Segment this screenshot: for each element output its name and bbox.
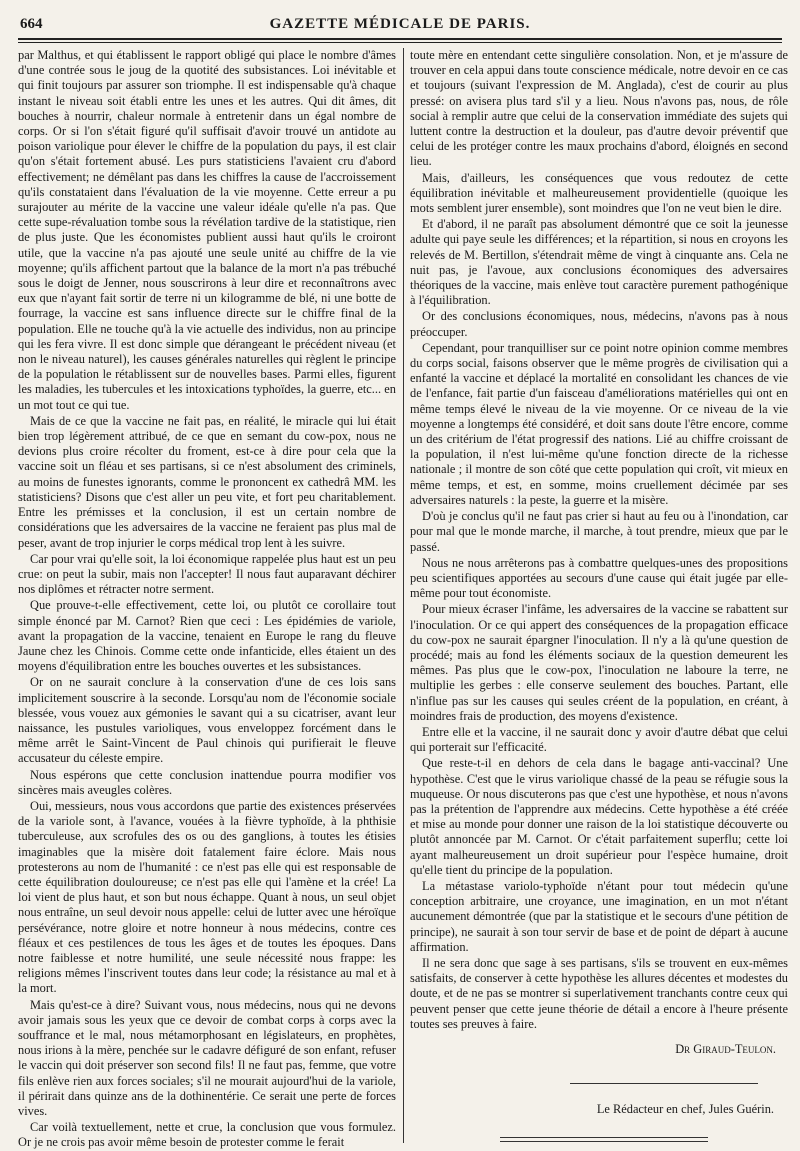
journal-title: GAZETTE MÉDICALE DE PARIS. — [269, 16, 531, 32]
paragraph: Mais qu'est-ce à dire? Suivant vous, nous médecins, nous qui ne devons avoir jamais sous les yeux que ce devoir de combat corps à corps avec la souffrance et le mal, nous métamorphosant en législateurs, en prophètes, nous irions à la mère, penchée sur le cadavre défiguré de son enfant, refuser le vaccin qui doit préserver son second fils! Il ne faut pas, femme, que votre fils enlève rien aux forces sociales; s'il ne mourait aujourd'hui de la variole, il périrait dans quinze ans de la dothinentérie. Ce serait une perte de forces vives. — [18, 997, 396, 1119]
paragraph: Il ne sera donc que sage à ses partisans, s'ils se trouvent en eux-mêmes satisfaits, de conserver à cette hypothèse les allures décentes et modestes du doute, et de ne pas se montrer si superlativement tranchants contre ceux qui peuvent penser que cette jeune théorie de détail a encore à l'heure présente toutes ses preuves à faire. — [410, 955, 788, 1031]
column-divider — [403, 48, 404, 1143]
paragraph: Cependant, pour tranquilliser sur ce point notre opinion comme membres du corps social, faisons observer que le même progrès de civilisation qui a enfanté la vaccine et déplacé la mortalité en consolidant les chances de vie de l'enfance, fait partie d'un faisceau d'améliorations matérielles qui ont en même temps élevé le niveau de la vie moyenne. Or ce niveau de la vie moyenne a longtemps été considéré, et doit sans doute l'être encore, comme un des critérium de l'état progressif des nations. Lié au chiffre croissant de la population, il n'est lui-même qu'une fonction directe de la richesse nationale ; il montre de son côté que cette population qui croît, vit mieux en même temps, et est, en somme, moins cruellement décimée par ses adversaires naturels : la peste, la guerre et la misère. — [410, 340, 788, 507]
signature-rule — [570, 1083, 758, 1084]
paragraph: Or des conclusions économiques, nous, médecins, n'avons pas à nous préoccuper. — [410, 309, 788, 339]
editor-line: Le Rédacteur en chef, Jules Guérin. — [596, 1102, 774, 1116]
end-rule — [500, 1137, 708, 1142]
paragraph: Pour mieux écraser l'infâme, les adversaires de la vaccine se rabattent sur l'inoculation. Or ce qui appert des conséquences de la propagation efficace du cow-pox ne saurait épargner l'inoculation. Il n'y a là qu'une question de procédé; mais au fond les éléments sociaux de la question demeurent les mêmes. Pas plus que le cow-pox, l'inoculation ne laboure la terre, ne multiplie les gerbes : elle conserve seulement des bouches. Partant, elle n'influe pas sur les causes qui seules créent de la population, en créant, à moindres frais de production, des moyens d'existence. — [410, 602, 788, 723]
paragraph: toute mère en entendant cette singulière consolation. Non, et je m'assure de trouver en cela appui dans toute conscience médicale, notre devoir en ce cas et toujours (suivant l'expression de M. Anglada), c'est de courir au plus pressé: on avisera plus tard s'il y a lieu. Nous n'avons pas, nous, de rôle social à remplir autre que celui de la conservation immédiate des sujets qui luttent contre la destruction et la douleur, pas d'autre devoir préventif que celui de les protéger contre les maux prochains d'abord, éloignés en second lieu. — [410, 48, 788, 169]
paragraph: Que reste-t-il en dehors de cela dans le bagage anti-vaccinal? Une hypothèse. C'est que le virus variolique chassé de la peau se réfugie sous la muqueuse. Or nous discuterons pas que c'est une hypothèse, et nous n'avons pas la prétention de l'apprendre aux médecins. Cette hypothèse a été créée et mise au monde pour donner une raison de la loi statistique découverte ou plutôt annoncée par M. Carnot. Or c'était parfaitement superflu; cette loi ayant malheureusement un droit supérieur pour l'espèce humaine, droit qu'elle tient du principe de la population. — [410, 756, 788, 877]
paragraph: Entre elle et la vaccine, il ne saurait donc y avoir d'autre débat que celui qui porterait sur l'efficacité. — [410, 724, 788, 755]
header-double-rule — [18, 42, 782, 43]
paragraph: D'où je conclus qu'il ne faut pas crier si haut au feu ou à l'inondation, car pour mal que le monde marche, il marche, à tout prendre, mieux que par le passé. — [410, 509, 788, 554]
page-number: 664 — [20, 16, 43, 32]
author-signature: Dr Giraud-Teulon. — [675, 1042, 776, 1056]
paragraph: Nous ne nous arrêterons pas à combattre quelques-unes des propositions peu scientifiques apportées au secours d'une cause qui était jugée par elle-même pour tout économiste. — [410, 555, 788, 601]
paragraph: Oui, messieurs, nous vous accordons que partie des existences préservées de la variole sont, à l'avance, vouées à la fièvre typhoïde, à la phthisie tuberculeuse, aux scrofules des os ou des ganglions, à toutes les étisies imaginables que la misère doit fatalement faire éclore. Mais nous protesterons au nom de l'humanité : ce n'est pas elle qui est responsable de cette équilibration douloureuse; ce n'est pas elle qui l'amène et la crée! La loi vient de plus haut, et son but nous échappe. Quant à nous, un seul objet nous entraîne, un seul devoir nous appelle: celui de lutter avec une héroïque persévérance, notre gloire et notre honneur à nous médecins, contre ces fléaux et ces pestilences de tous les âges et de toutes les époques. Dans notre faiblesse et notre humilité, une seule nécessité nous frappe: les religions mêmes l'inscrivent toutes dans leur code; la résistance au mal et à la mort. — [18, 798, 396, 996]
paragraph: Or on ne saurait conclure à la conservation d'une de ces lois sans implicitement souscrire à la seconde. Lorsqu'au nom de l'économie sociale blessée, vous vouez aux gémonies le savant qui a su cicatriser, avant leur naissance, les pustules varioliques, vous enveloppez forcément dans le même arrêt le Saint-Vincent de Paul chinois qui purifierait le fleuve accusateur du céleste empire. — [18, 675, 396, 766]
article-columns — [18, 48, 788, 1150]
paragraph: Mais de ce que la vaccine ne fait pas, en réalité, le miracle qui lui était bien trop légèrement attribué, de ce que en semant du cow-pox, nous ne devions plus croire récolter du froment, est-ce à dire pour cela que la vaccine soit un fléau et ses partisans, si ce n'est absolument des criminels, au moins de funestes ignorants, comme le prononcent ex cathedrâ MM. les statisticiens? Disons que c'est aller un peu vite, et fort peu charitablement. Entre les prémisses et la conclusion, il est un certain nombre de considérations que les adversaires de la vaccine ne feraient pas plus mal de peser, avant de trop injurier le corps médical trop lent à les suivre. — [18, 413, 396, 550]
right-column — [410, 48, 788, 1143]
paragraph: Car pour vrai qu'elle soit, la loi économique rappelée plus haut est un peu crue: on peut la subir, mais non l'accepter! Il nous faut auparavant déchirer nos diplômes et rétracter notre serment. — [18, 551, 396, 597]
paragraph: Car voilà textuellement, nette et crue, la conclusion que vous formulez. Or je ne crois pas avoir même besoin de protester comme le ferait — [18, 1120, 396, 1150]
paragraph: Que prouve-t-elle effectivement, cette loi, ou plutôt ce corollaire tout simple énoncé par M. Carnot? Rien que ceci : Les épidémies de variole, avant la propagation de la vaccine, tenaient en Europe le rang du fleuve Jaune chez les Chinois. Comme cette onde infanticide, elles étaient un des moyens d'équilibration entre les bouches ouvertes et les subsistances. — [18, 598, 396, 674]
paragraph: La métastase variolo-typhoïde n'étant pour tout médecin qu'une conception arbitraire, une croyance, une imagination, en un mot n'étant aucunement démontrée (que par la statistique et le secours d'une pétition de principe), ne saurait à son tour servir de base et de point de départ à aucune affirmation. — [410, 878, 788, 954]
page-header — [18, 14, 782, 40]
paragraph: Nous espérons que cette conclusion inattendue pourra modifier vos sincères mais aveugles colères. — [18, 767, 396, 797]
paragraph: par Malthus, et qui établissent le rapport obligé qui place le nombre d'âmes d'une contrée sous le joug de la quotité des subsistances. Loi inévitable et qui finit toujours par assurer son triomphe. Il est indispensable qu'à chaque instant le niveau soit établi entre les unes et les autres. Qui dit âmes, dit bouches à nourrir, chaleur normale à entretenir dans un égal nombre de corps. Or si l'on s'était figuré qu'il suffisait d'avoir trouvé un antidote au poison variolique pour élever le chiffre de la population du pays, il est clair qu'on s'était fortement abusé. Les purs statisticiens l'avaient cru d'abord effectivement; ne démêlant pas dans les chiffres la cause de l'accroissement qu'ils constataient dans l'évaluation de la vie moyenne. Cette erreur a pu surajouter au mérite de la vaccine une valeur idéale qu'elle n'a pas. Que cette supe-révaluation tombe sous la révélation tardive de la statistique, rien de plus juste. Que les économistes publient aussi haut qu'ils le croiront utile, que la vaccine n'a pas ajouté une seule unité au chiffre de la vie moyenne; qu'ils affichent partout que la balance de la mort n'a pas trébuché sous le doigt de Jenner, nous souscrirons à leur dire et reconnaîtrons avec eux que n'ayant fait sortir de terre ni un kilogramme de blé, ni une botte de fourrage, la vaccine est sans influence directe sur le chiffre final de la population. Elle ne touche qu'à la vie actuelle des individus, non au principe qui les fera vivre. Il est donc simple que dérangeant le précédent niveau (et non le niveau naturel), les causes générales naturelles qui règlent le principe de la population le rétablissent sur de nouvelles bases. Parmi elles, figurent les maladies, les tubercules et les intoxications typhoïdes, la guerre, etc... en un mot tout ce qui tue. — [18, 48, 396, 412]
paragraph: Et d'abord, il ne paraît pas absolument démontré que ce soit la jeunesse adulte qui paye seule les différences; et la répartition, si nous en croyons les relevés de M. Bertillon, s'étendrait même de vingt à cinquante ans. Cela ne nuit pas, je l'avoue, aux conclusions économiques des adversaires théoriques de la vaccine, mais enlève tout caractère purement pathogénique à l'équilibration. — [410, 217, 788, 308]
left-column — [18, 48, 396, 1150]
paragraph: Mais, d'ailleurs, les conséquences que vous redoutez de cette équilibration inévitable et malheureusement providentielle (quoique les mots semblent jurer ensemble), sont moindres que l'on ne veut bien le dire. — [410, 170, 788, 216]
